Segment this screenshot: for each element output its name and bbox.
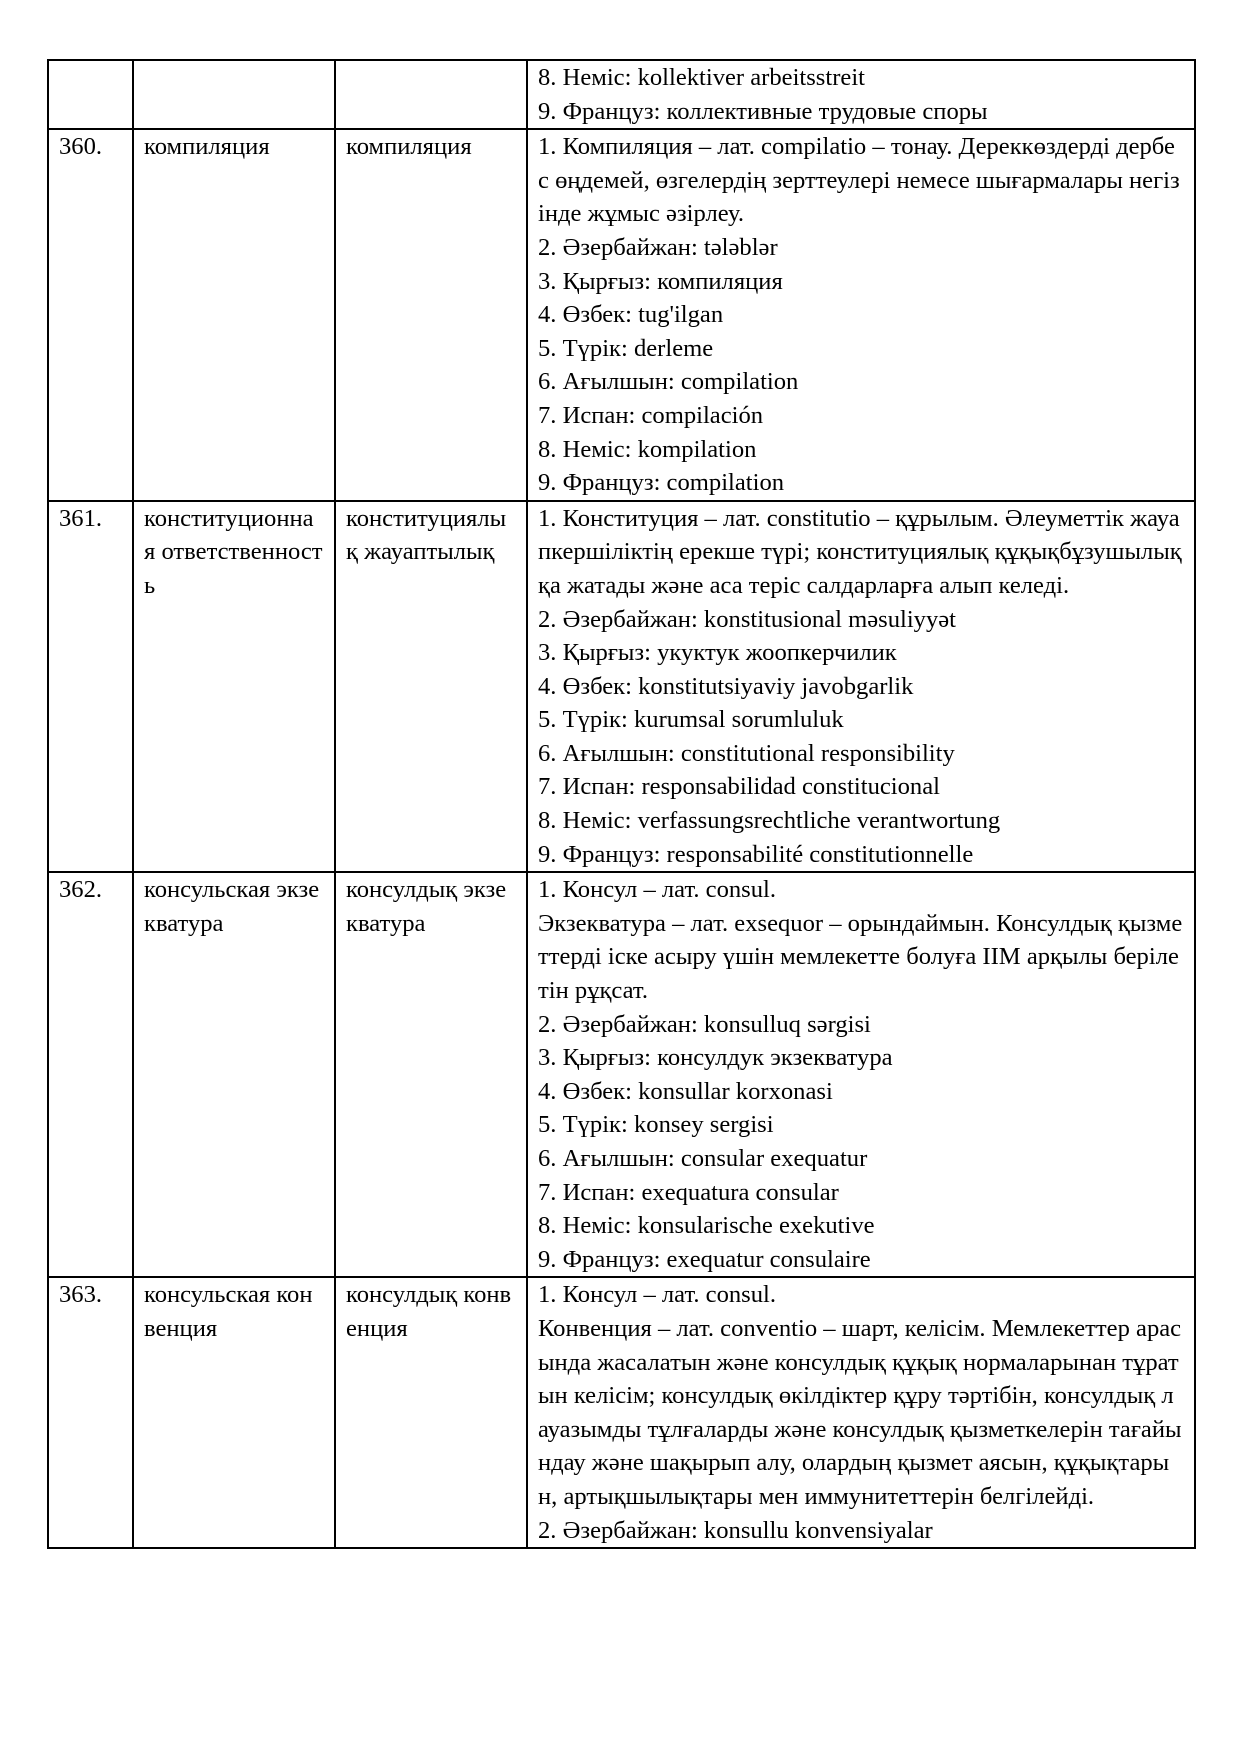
translation-line: 2. Әзербайжан: konstitusional məsuliyyət (538, 605, 956, 633)
translation-line: 4. Өзбек: tug'ilgan (538, 301, 724, 329)
term-number: 363. (48, 1277, 133, 1548)
term-russian: консульская конвенция (133, 1277, 335, 1548)
translation-line: 8. Неміс: kompilation (538, 435, 757, 463)
glossary-table (47, 59, 1196, 1549)
term-number: 361. (48, 501, 133, 873)
term-definition-head: 1. Консул – лат. consul. (538, 876, 777, 904)
table-row (48, 129, 1195, 501)
translation-line: 6. Ағылшын: compilation (538, 368, 799, 396)
term-number (48, 60, 133, 129)
translation-line: 6. Ағылшын: consular exequatur (538, 1145, 868, 1172)
term-translations (527, 60, 1195, 129)
translation-line: 7. Испан: compilación (538, 401, 764, 429)
term-definition: 1. Конституция – лат. constitutio – құрылым. Әлеуметтік жауапкершіліктің ерекше түрі; конституциялық құқықбұзушылыққа жатады және аса теріс салдарларға алып келеді. (538, 504, 1182, 599)
term-translations (527, 129, 1195, 501)
translation-line: 9. Француз: responsabilité constitutionnelle (538, 840, 974, 868)
term-kazakh: компиляция (335, 129, 527, 501)
translation-line: 3. Қырғыз: консулдук экзекватура (538, 1044, 893, 1072)
term-russian: компиляция (133, 129, 335, 501)
term-kazakh: конституциялық жауаптылық (335, 501, 527, 873)
term-translations (527, 1277, 1195, 1548)
translation-line: 8. Неміс: konsularische exekutive (538, 1212, 875, 1240)
translation-line: 4. Өзбек: konstitutsiyaviy javobgarlik (538, 672, 914, 700)
term-definition: Экзекватура – лат. exsequor – орындаймын. Консулдық қызметтерді іске асыру үшін мемлекетте болуға ІІМ арқылы берілетін рұқсат. (538, 909, 1183, 1005)
translation-line: 9. Француз: коллективные трудовые споры (538, 97, 988, 125)
translation-line: 5. Түрік: konsey sergisi (538, 1111, 774, 1139)
translation-line: 5. Түрік: kurumsal sorumluluk (538, 706, 844, 734)
term-definition: 1. Компиляция – лат. compilatio – тонау. Дереккөздерді дербес өңдемей, өзгелердің зерттеулері немесе шығармалары негізінде жұмыс әзірлеу. (538, 133, 1180, 228)
translation-line: 8. Неміс: kollektiver arbeitsstreit (538, 64, 865, 91)
term-translations (527, 501, 1195, 873)
term-definition-head: 1. Консул – лат. consul. (538, 1281, 777, 1309)
term-translations (527, 872, 1195, 1277)
translation-line: 4. Өзбек: konsullar korxonasi (538, 1077, 833, 1105)
translation-line: 3. Қырғыз: укуктук жоопкерчилик (538, 639, 897, 667)
translation-line: 6. Ағылшын: constitutional responsibility (538, 739, 955, 767)
translation-line: 9. Француз: exequatur consulaire (538, 1245, 871, 1273)
table-row (48, 60, 1195, 129)
table-row (48, 1277, 1195, 1548)
term-definition: Конвенция – лат. conventio – шарт, келісім. Мемлекеттер арасында жасалатын және консулдық құқық нормаларынан тұратын келісім; консулдық өкілдіктер құру тәртібін, консулдық лауазымды тұлғаларды және консулдық қызметкелерін тағайындау және шақырып алу, олардың қызмет аясын, құқықтарын, артықшылықтары мен иммунитеттерін белгілейді. (538, 1314, 1182, 1510)
translation-line: 5. Түрік: derleme (538, 334, 714, 362)
term-russian: консульская экзекватура (133, 872, 335, 1277)
term-number: 362. (48, 872, 133, 1277)
translation-line: 3. Қырғыз: компиляция (538, 267, 783, 295)
translation-line: 9. Француз: compilation (538, 469, 785, 497)
translation-line: 2. Әзербайжан: tələblər (538, 233, 778, 261)
translation-line: 2. Әзербайжан: konsulluq sərgisi (538, 1010, 871, 1038)
term-kazakh (335, 60, 527, 129)
table-row (48, 872, 1195, 1277)
translation-line: 2. Әзербайжан: konsullu konvensiyalar (538, 1516, 933, 1544)
translation-line: 7. Испан: exequatura consular (538, 1178, 839, 1206)
translation-line: 7. Испан: responsabilidad constitucional (538, 773, 940, 801)
term-russian: конституционная ответственность (133, 501, 335, 873)
table-row (48, 501, 1195, 873)
translation-line: 8. Неміс: verfassungsrechtliche verantwortung (538, 807, 1001, 835)
term-number: 360. (48, 129, 133, 501)
term-russian (133, 60, 335, 129)
term-kazakh: консулдық конвенция (335, 1277, 527, 1548)
term-kazakh: консулдық экзекватура (335, 872, 527, 1277)
